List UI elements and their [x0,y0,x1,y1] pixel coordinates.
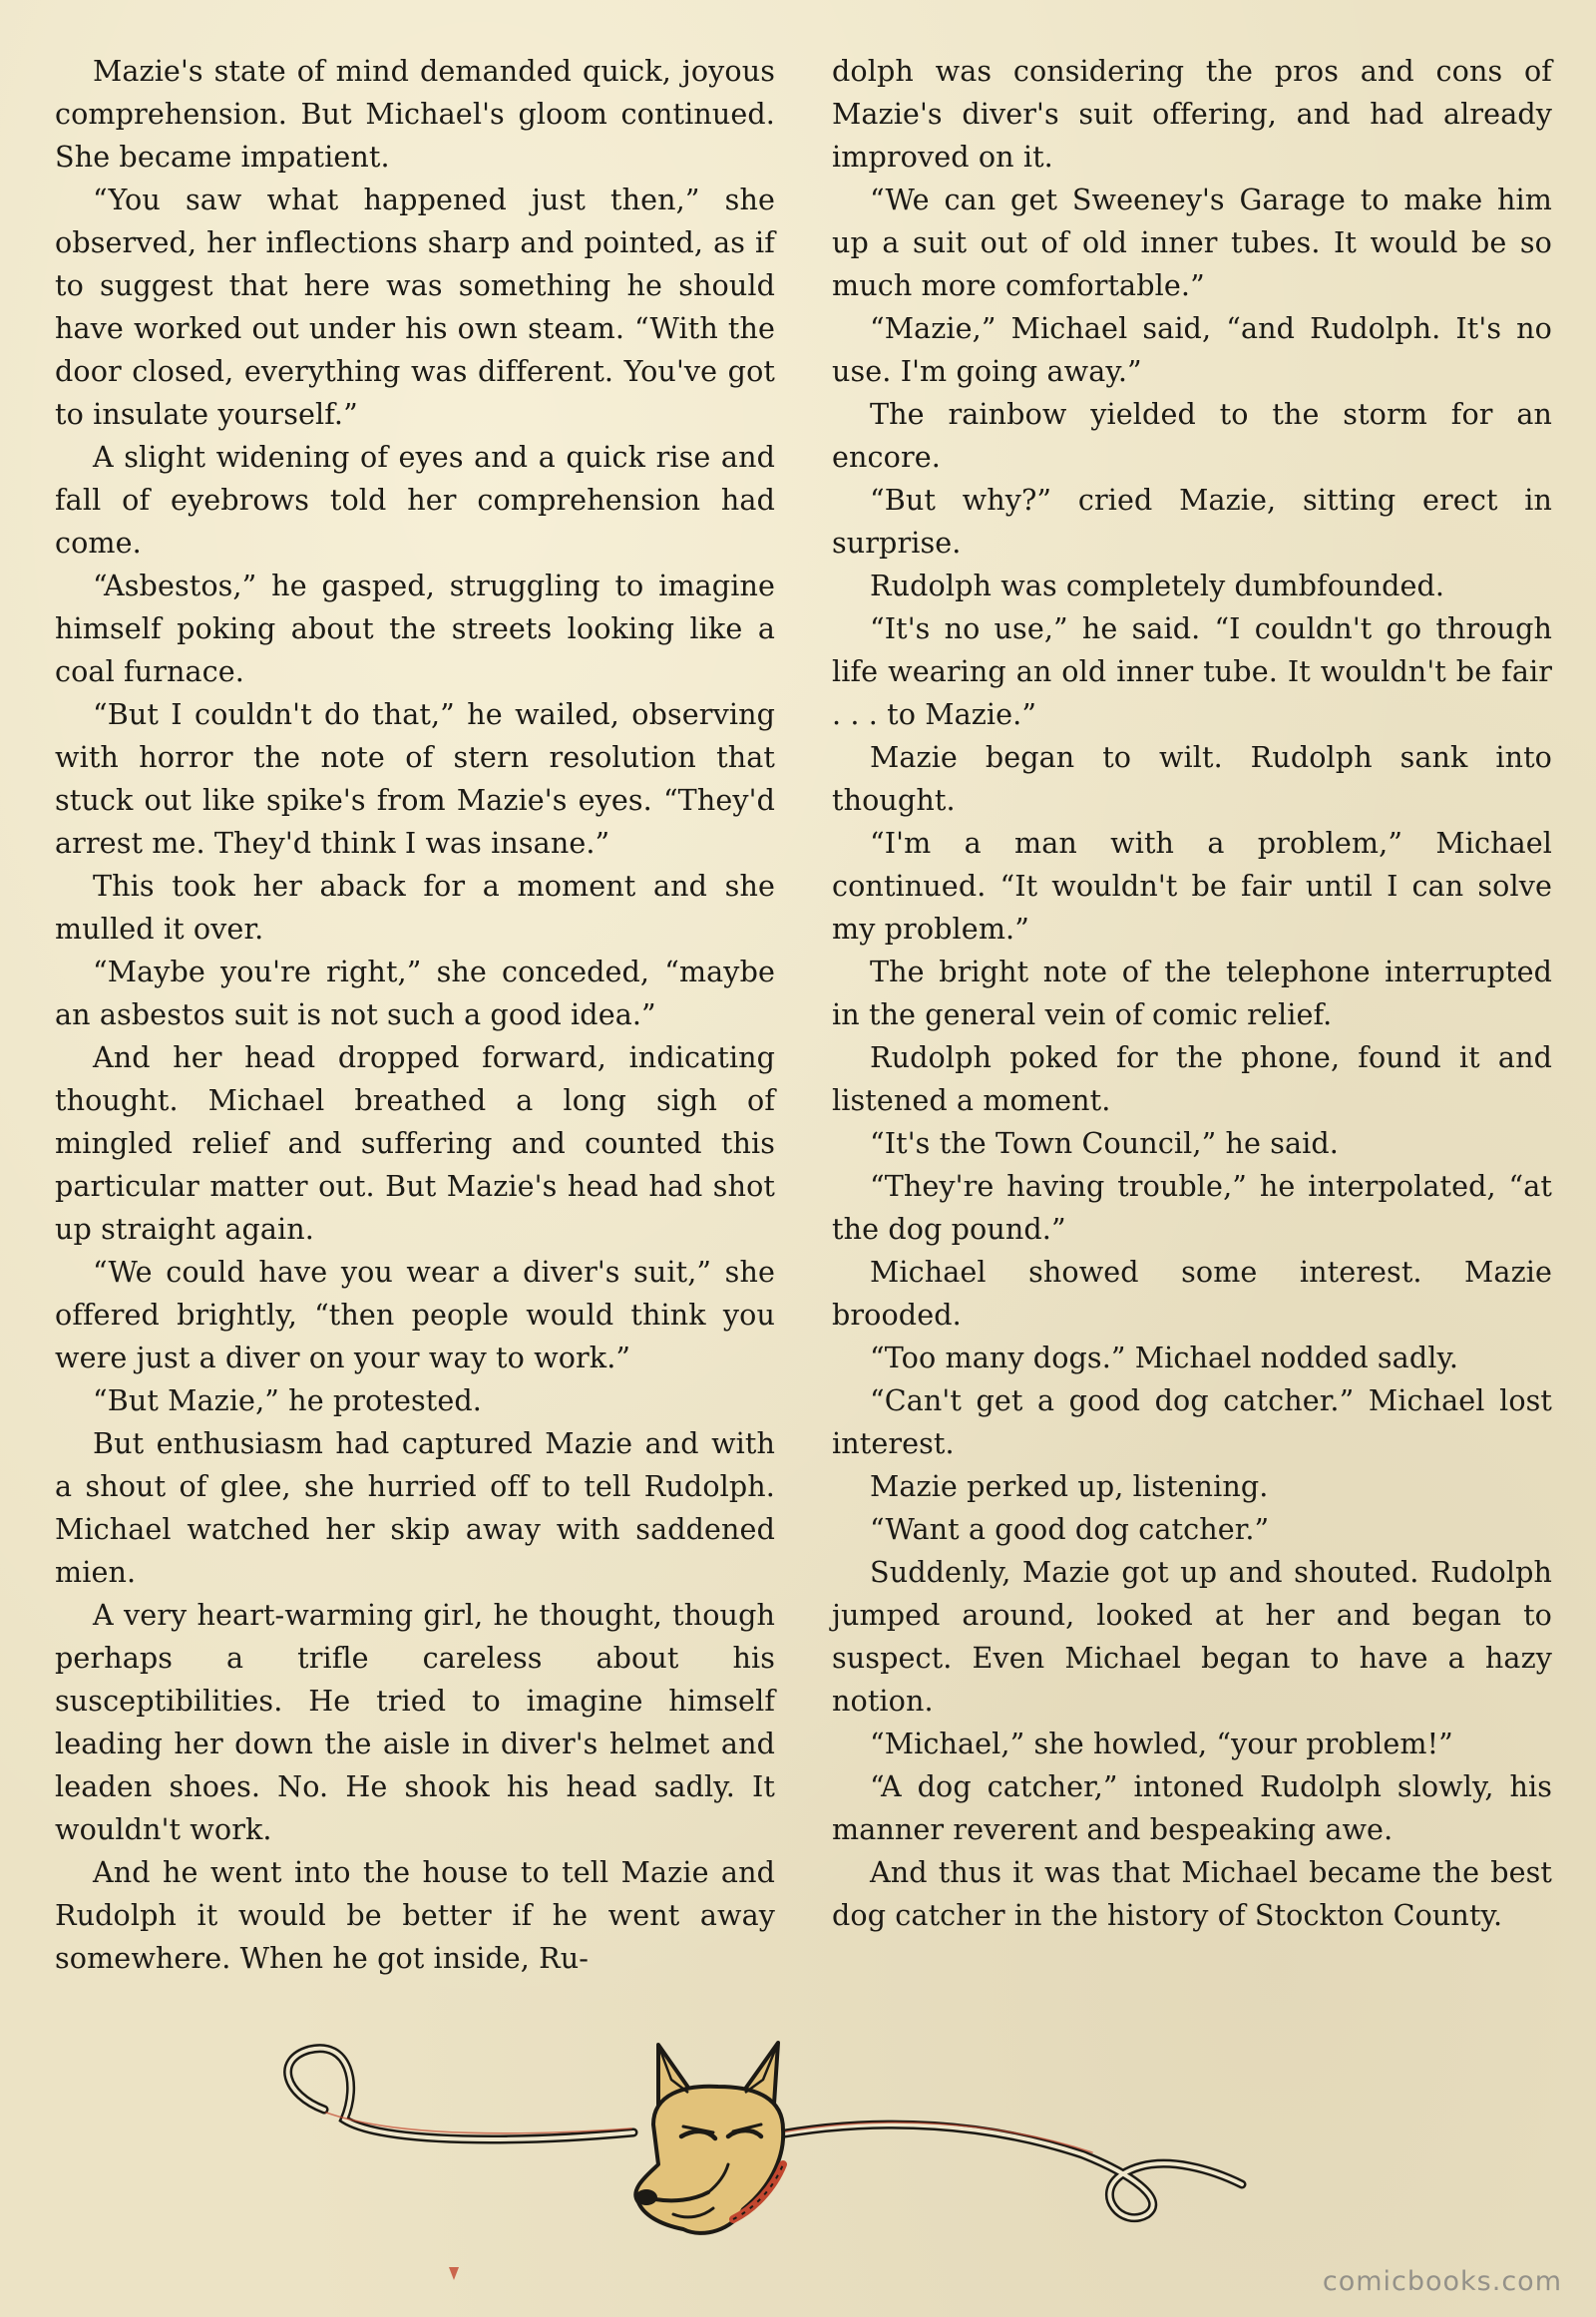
paragraph: “Can't get a good dog catcher.” Michael lost interest. [832,1383,1552,1460]
paragraph: The rainbow yielded to the storm for an encore. [832,397,1552,474]
paragraph: “But I couldn't do that,” he wailed, observing with horror the note of stern resolution that stuck out like spike's from Mazie's eyes. “They'd arrest me. They'd think I was insane.” [55,697,775,860]
paragraph: Mazie began to wilt. Rudolph sank into thought. [832,740,1552,817]
paragraph: The bright note of the telephone interrupted in the general vein of comic relief. [832,955,1552,1031]
paragraph: And thus it was that Michael became the best dog catcher in the history of Stockton County. [832,1855,1552,1932]
paragraph: “But why?” cried Mazie, sitting erect in surprise. [832,483,1552,560]
paragraph: “It's the Town Council,” he said. [870,1126,1340,1160]
paragraph: And he went into the house to tell Mazie and Rudolph it would be better if he went away somewhere. When he got inside, Ru- [55,1855,775,1975]
paragraph-continuation: dolph was considering the pros and cons of Mazie's diver's suit offering, and had already improved on it. [832,54,1552,174]
right-text-column [832,50,1552,1937]
paragraph: “Too many dogs.” Michael nodded sadly. [870,1341,1459,1374]
paragraph: “But Mazie,” he protested. [93,1383,482,1417]
paragraph: “Maybe you're right,” she conceded, “maybe an asbestos suit is not such a good idea.” [55,955,775,1031]
paragraph: Rudolph poked for the phone, found it and listened a moment. [832,1040,1552,1117]
paragraph: “Asbestos,” he gasped, struggling to imagine himself poking about the streets looking like a coal furnace. [55,569,775,688]
paragraph: Suddenly, Mazie got up and shouted. Rudolph jumped around, looked at her and began to suspect. Even Michael began to have a hazy notion. [832,1555,1552,1718]
paragraph: Mazie's state of mind demanded quick, joyous comprehension. But Michael's gloom continued. She became impatient. [55,54,775,174]
paragraph: “A dog catcher,” intoned Rudolph slowly, his manner reverent and bespeaking awe. [832,1769,1552,1846]
left-text-column [55,50,775,1980]
paragraph: Rudolph was completely dumbfounded. [870,569,1445,602]
paragraph: A very heart-warming girl, he thought, though perhaps a trifle careless about his susceptibilities. He tried to imagine himself leading her down the aisle in diver's helmet and leaden shoes. No. He shook his head sadly. It wouldn't work. [55,1598,775,1846]
paragraph: “You saw what happened just then,” she observed, her inflections sharp and pointed, as if to suggest that here was something he should have worked out under his own steam. “With the door closed, everything was different. You've got to insulate yourself.” [55,183,775,431]
paragraph: “Mazie,” Michael said, “and Rudolph. It's no use. I'm going away.” [832,311,1552,388]
paragraph: “I'm a man with a problem,” Michael continued. “It wouldn't be fair until I can solve my problem.” [832,826,1552,946]
paragraph: “We could have you wear a diver's suit,” she offered brightly, “then people would think you were just a diver on your way to work.” [55,1255,775,1374]
paragraph: And her head dropped forward, indicating thought. Michael breathed a long sigh of mingled relief and suffering and counted this particular matter out. But Mazie's head had shot up straight again. [55,1040,775,1246]
watermark: comicbooks.com [1322,2266,1562,2297]
paragraph: “They're having trouble,” he interpolated, “at the dog pound.” [832,1169,1552,1246]
paragraph: “Michael,” she howled, “your problem!” [870,1727,1453,1760]
paragraph: A slight widening of eyes and a quick rise and fall of eyebrows told her comprehension had come. [55,440,775,560]
dog-on-leash-icon [264,2025,1322,2288]
paragraph: Mazie perked up, listening. [870,1469,1269,1503]
paragraph: “We can get Sweeney's Garage to make him up a suit out of old inner tubes. It would be so much more comfortable.” [832,183,1552,302]
paragraph: This took her aback for a moment and she mulled it over. [55,869,775,946]
paragraph: Michael showed some interest. Mazie brooded. [832,1255,1552,1332]
paragraph: “Want a good dog catcher.” [870,1512,1270,1546]
paragraph: “It's no use,” he said. “I couldn't go through life wearing an old inner tube. It wouldn't be fair . . . to Mazie.” [832,611,1552,731]
paragraph: But enthusiasm had captured Mazie and with a shout of glee, she hurried off to tell Rudolph. Michael watched her skip away with saddened mien. [55,1426,775,1589]
